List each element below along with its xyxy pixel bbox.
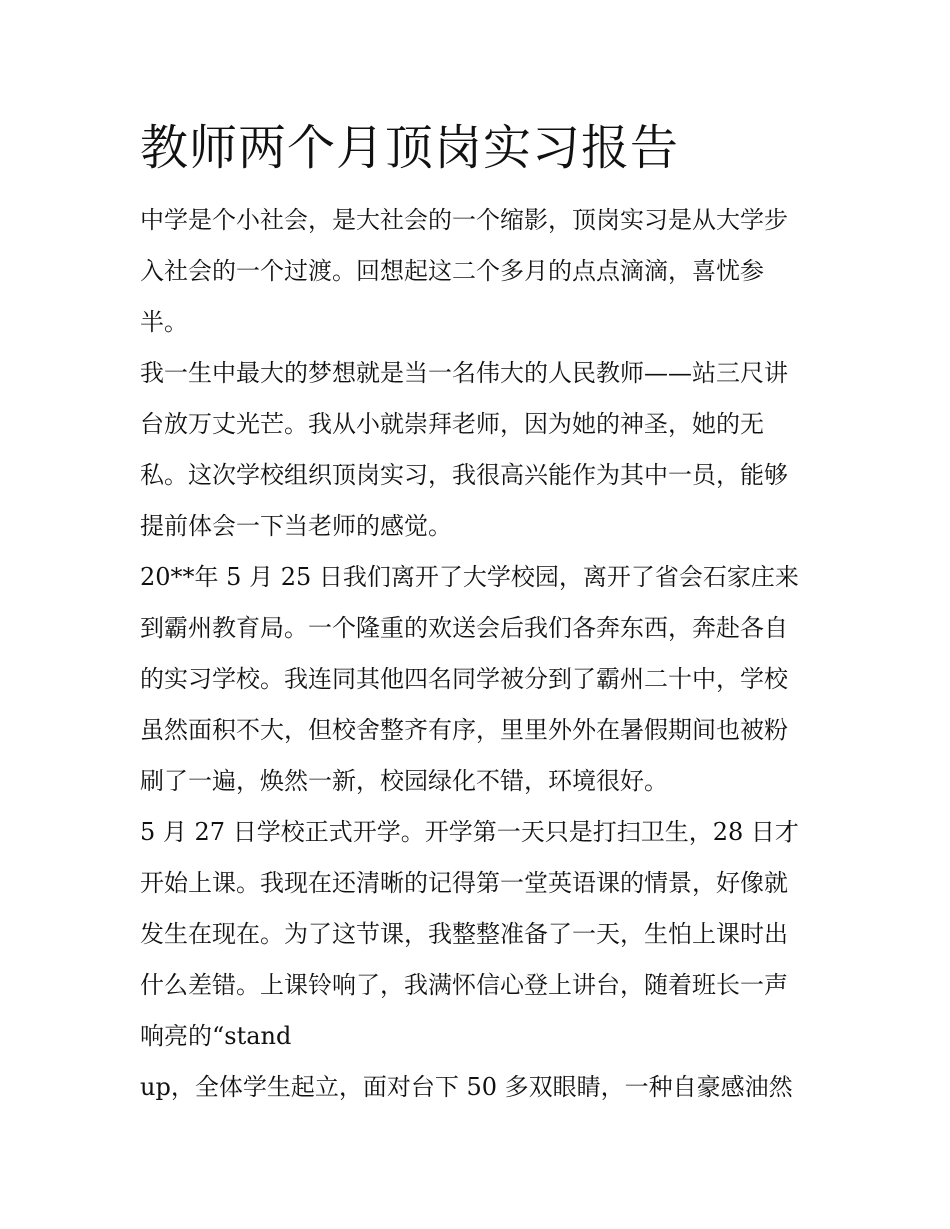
document-body	[140, 195, 820, 1113]
body-line: 发生在现在。为了这节课，我整整准备了一天，生怕上课时出	[140, 920, 788, 948]
body-line: 到霸州教育局。一个隆重的欢送会后我们各奔东西，奔赴各自	[140, 614, 788, 642]
body-line: 的实习学校。我连同其他四名同学被分到了霸州二十中，学校	[140, 665, 788, 693]
body-line: 入社会的一个过渡。回想起这二个多月的点点滴滴，喜忧参	[140, 257, 764, 285]
body-line: 开始上课。我现在还清晰的记得第一堂英语课的情景，好像就	[140, 869, 788, 897]
body-line: 台放万丈光芒。我从小就崇拜老师，因为她的神圣，她的无	[140, 410, 764, 438]
body-line: 5 月 27 日学校正式开学。开学第一天只是打扫卫生，28 日才	[140, 818, 799, 846]
body-line: 我一生中最大的梦想就是当一名伟大的人民教师——站三尺讲	[140, 359, 788, 387]
body-line: 响亮的“stand	[140, 1022, 292, 1050]
body-line: 中学是个小社会，是大社会的一个缩影，顶岗实习是从大学步	[140, 206, 788, 234]
body-line: 私。这次学校组织顶岗实习，我很高兴能作为其中一员，能够	[140, 461, 788, 489]
body-line: up，全体学生起立，面对台下 50 多双眼睛，一种自豪感油然	[140, 1073, 793, 1101]
body-line: 刷了一遍，焕然一新，校园绿化不错，环境很好。	[140, 767, 668, 795]
body-line: 什么差错。上课铃响了，我满怀信心登上讲台，随着班长一声	[140, 971, 788, 999]
body-line: 半。	[140, 308, 188, 336]
document-title: 教师两个月顶岗实习报告	[140, 120, 680, 176]
body-line: 提前体会一下当老师的感觉。	[140, 512, 452, 540]
body-line: 20**年 5 月 25 日我们离开了大学校园，离开了省会石家庄来	[140, 563, 799, 591]
body-line: 虽然面积不大，但校舍整齐有序，里里外外在暑假期间也被粉	[140, 716, 788, 744]
